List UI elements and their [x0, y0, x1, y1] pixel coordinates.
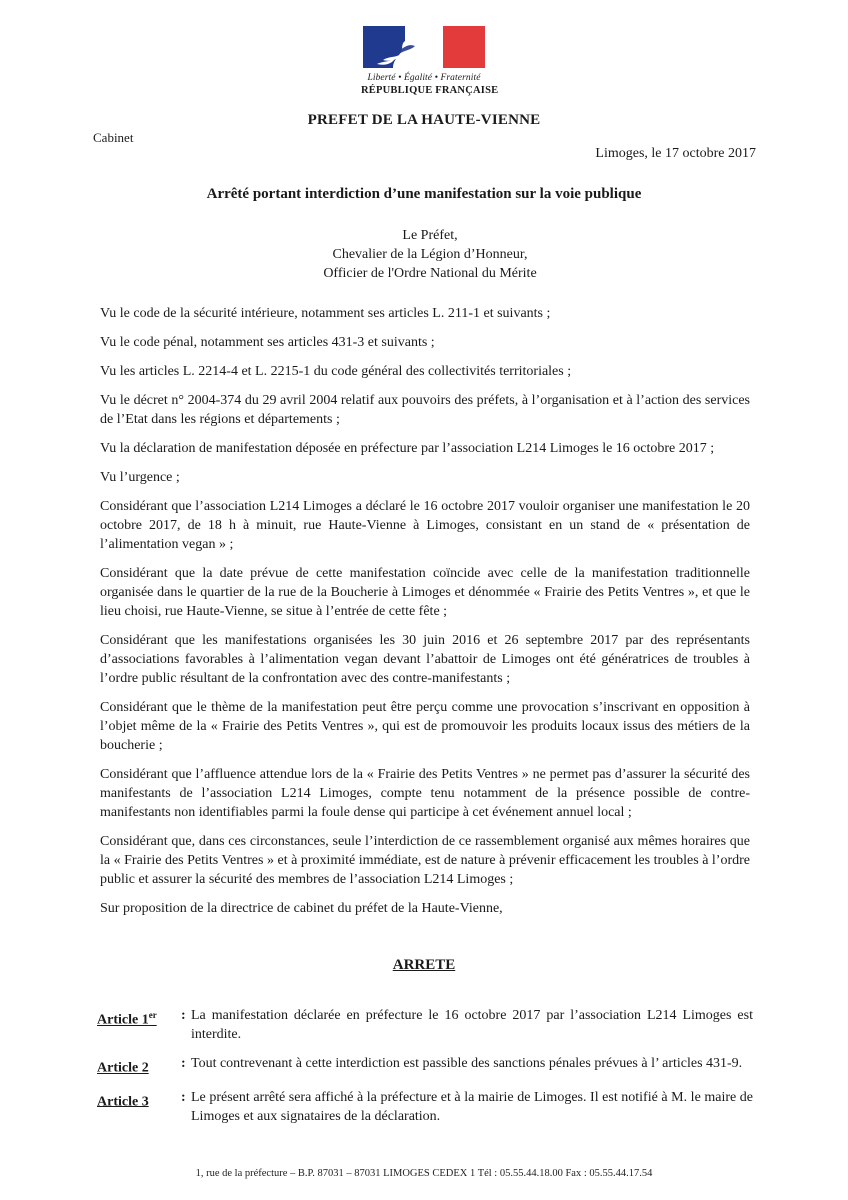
articles-section	[97, 1006, 753, 1136]
considerant-paragraph: Considérant que l’association L214 Limoges a déclaré le 16 octobre 2017 vouloir organiser une manifestation le 20 octobre 2017, de 18 h à minuit, rue Haute-Vienne à Limoges, consistant en un stand de « présentation de l’alimentation vegan » ;	[100, 499, 750, 552]
article-text: La manifestation déclarée en préfecture le 16 octobre 2017 par l’association L214 Limoges est interdite.	[191, 1008, 753, 1042]
article-1: Article 1er : La manifestation déclarée en préfecture le 16 octobre 2017 par l’association L214 Limoges est interdite.	[97, 1008, 753, 1042]
marianne-flag-icon	[363, 26, 485, 68]
considerants-section	[100, 304, 750, 928]
considerant-paragraph: Vu le décret n° 2004-374 du 29 avril 2004 relatif aux pouvoirs des préfets, à l’organisation et à l’action des services de l’Etat dans les régions et départements ;	[100, 393, 750, 427]
article-2: Article 2 : Tout contrevenant à cette interdiction est passible des sanctions pénales prévues à l’ articles 431-9.	[97, 1054, 753, 1078]
article-label: Article 3	[97, 1094, 149, 1110]
article-label: Article 1er	[97, 1010, 157, 1028]
republique-motto: Liberté • Égalité • Fraternité	[367, 73, 481, 83]
document-title: Arrêté portant interdiction d’une manifestation sur la voie publique	[206, 186, 642, 202]
considerant-paragraph: Considérant que le thème de la manifestation peut être perçu comme une provocation s’inscrivant en opposition à l’objet même de la « Frairie des Petits Ventres », qui est de promouvoir les produits locaux issus des métiers de la boucherie ;	[100, 700, 750, 753]
considerant-paragraph: Considérant que la date prévue de cette manifestation coïncide avec celle de la manifestation traditionnelle organisée dans le quartier de la rue de la Boucherie à Limoges et dénommée « Frairie des Petits Ventres », et que le lieu choisi, rue Haute-Vienne, se situe à l’entrée de cette fête ;	[100, 566, 750, 619]
article-3: Article 3 : Le présent arrêté sera affiché à la préfecture et à la mairie de Limoges. Il est notifié à M. le maire de Limoges et aux signataires de la déclaration.	[97, 1089, 753, 1124]
considerant-paragraph: Considérant que, dans ces circonstances, seule l’interdiction de ce rassemblement organisé aux mêmes horaires que la « Frairie des Petits Ventres » et à proximité immédiate, est de nature à prévenir efficacement les troubles à l’ordre public et assurer la sécurité des membres de l’association L214 Limoges ;	[100, 834, 750, 887]
cabinet-label: Cabinet	[93, 130, 134, 145]
considerant-paragraph: Vu la déclaration de manifestation déposée en préfecture par l’association L214 Limoges le 16 octobre 2017 ;	[100, 441, 715, 456]
prefet-line-1: Le Préfet,	[402, 228, 458, 243]
considerant-paragraph: Vu les articles L. 2214-4 et L. 2215-1 du code général des collectivités territoriales ;	[100, 364, 572, 379]
considerant-paragraph: Vu le code pénal, notamment ses articles 431-3 et suivants ;	[100, 335, 435, 350]
considerant-paragraph: Considérant que les manifestations organisées les 30 juin 2016 et 26 septembre 2017 par des représentants d’associations favorables à l’alimentation vegan devant l’abattoir de Limoges ont été génératrices de troubles à l’ordre public résultant de la confrontation avec des contre-manifestants ;	[100, 633, 750, 686]
prefet-line-3: Officier de l'Ordre National du Mérite	[323, 266, 537, 281]
republique-logo	[361, 26, 499, 96]
footer-address: 1, rue de la préfecture – B.P. 87031 – 87031 LIMOGES CEDEX 1 Tél : 05.55.44.18.00 Fax : 05.55.44.17.54	[195, 1168, 653, 1179]
article-text: Le présent arrêté sera affiché à la préfecture et à la mairie de Limoges. Il est notifié à M. le maire de Limoges et aux signataires de la déclaration.	[191, 1089, 753, 1124]
considerant-paragraph: Considérant que l’affluence attendue lors de la « Frairie des Petits Ventres » ne permet pas d’assurer la sécurité des manifestants de l’association L214 Limoges, compte tenu notamment de la présence possible de contre-manifestants non identifiables parmi la foule dense qui participe à cet événement annuel local ;	[100, 767, 750, 820]
arrete-heading: ARRETE	[392, 957, 456, 973]
article-label: Article 2	[97, 1060, 149, 1076]
article-text: Tout contrevenant à cette interdiction est passible des sanctions pénales prévues à l’ articles 431-9.	[191, 1056, 743, 1071]
considerant-paragraph: Sur proposition de la directrice de cabinet du préfet de la Haute-Vienne,	[100, 901, 503, 916]
considerant-paragraph: Vu le code de la sécurité intérieure, notamment ses articles L. 211-1 et suivants ;	[100, 306, 551, 321]
prefet-line-2: Chevalier de la Légion d’Honneur,	[332, 247, 528, 262]
date-line: Limoges, le 17 octobre 2017	[595, 146, 756, 161]
republique-name: RÉPUBLIQUE FRANÇAISE	[361, 85, 499, 96]
considerant-paragraph: Vu l’urgence ;	[100, 470, 180, 485]
prefet-signature-block	[300, 226, 560, 283]
prefet-title: PREFET DE LA HAUTE-VIENNE	[307, 112, 541, 128]
